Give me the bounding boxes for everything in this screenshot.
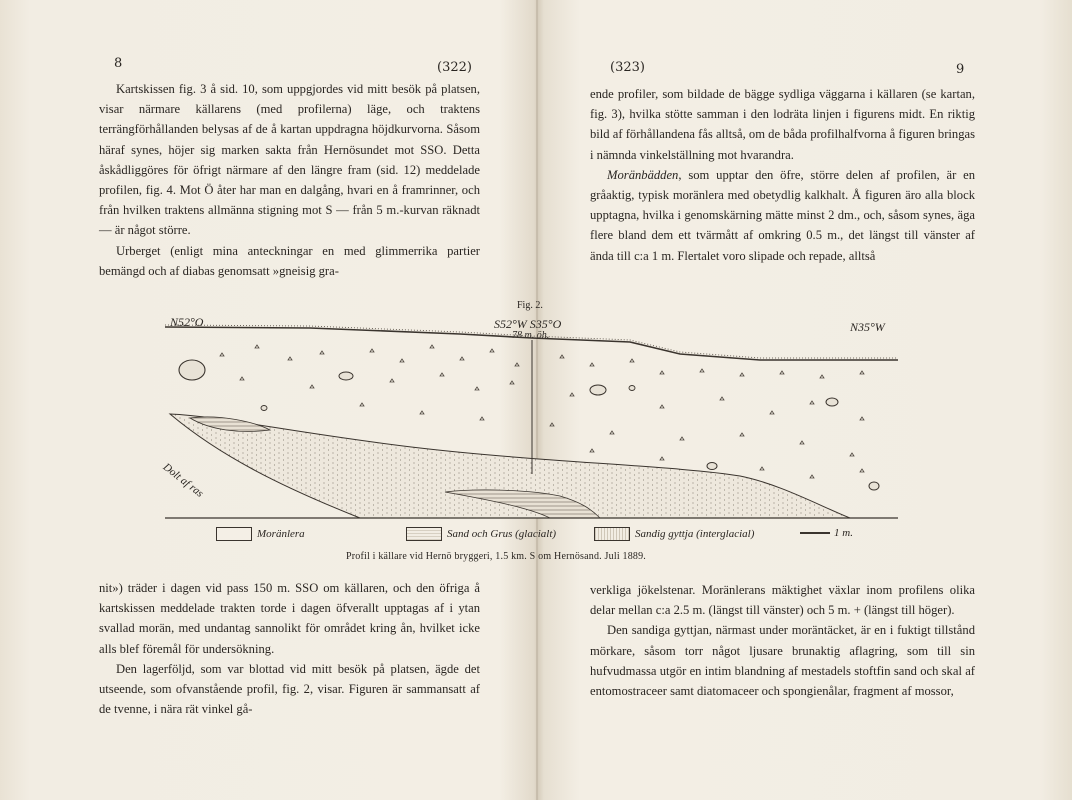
profile-drawing	[160, 296, 910, 526]
boulder	[179, 360, 205, 380]
left-bottom-text	[99, 578, 480, 719]
page-number-left-bracket: (322)	[437, 60, 472, 75]
right-paragraph-4: Den sandiga gyttjan, närmast under moräntäcket, är en i fuktigt tillstånd mörkare, såsom torr något ljusare brunaktig aflagring, som till sin hufvudmassa utgör en intim blandning af mestadels stoftfin sand och skal af entomostraceer samt diatomaceer och spongienålar, fragment af mossor,	[590, 623, 975, 699]
legend-swatch-gyttja	[594, 527, 630, 541]
page-number-right: 9	[956, 62, 965, 77]
left-top-text	[99, 79, 480, 281]
legend-label-scale: 1 m.	[834, 527, 853, 539]
right-paragraph-2-rest: , som upptar den öfre, större delen af profilen, är en gråaktig, typisk moränlera med obetydlig kalkhalt. Å figuren äro alla block upptagna, hvilka i genomskärning mätte minst 2 dm., och, såsom synes, äga flere bland dem ett tvärmått af omkring 0.5 m., det längst till vänster af ända till c:a 1 m. Flertalet voro slipade och repade, alltså	[590, 167, 975, 263]
right-bottom-text	[590, 580, 975, 701]
legend-gyttja	[594, 527, 754, 541]
figure-caption: Profil i källare vid Hernö bryggeri, 1.5 km. S om Hernösand. Juli 1889.	[346, 551, 646, 562]
legend-sand	[406, 527, 556, 541]
direction-label-right: N35°W	[850, 320, 885, 334]
legend-label-gyttja: Sandig gyttja (interglacial)	[635, 528, 755, 540]
profile-figure	[160, 296, 910, 566]
left-paragraph-2: Urberget (enligt mina anteckningar en med glimmerrika partier bemängd och af diabas genomsatt »gneisig gra-	[99, 243, 480, 278]
right-paragraph-2	[590, 165, 975, 266]
page-number-left: 8	[114, 56, 123, 71]
height-label: 78 m. öh.	[512, 330, 550, 341]
boulder	[629, 386, 635, 391]
direction-label-middle: S52°W S35°O	[494, 317, 562, 331]
boulder	[826, 398, 838, 406]
page-number-right-bracket: (323)	[610, 60, 645, 75]
legend-swatch-moranlera	[216, 527, 252, 541]
scale-bar	[800, 532, 830, 534]
legend-label-sand: Sand och Grus (glacialt)	[447, 528, 557, 540]
left-paragraph-1: Kartskissen fig. 3 å sid. 10, som uppgjordes vid mitt besök på platsen, visar närmare källarens (med profilerna) läge, och traktens terrängförhållanden belysas af de å kartan uppdragna höjdkurvorna. Såsom häraf synes, höjer sig marken sakta från Hernösundet mot SSO. Detta åskådliggöres för öfrigt närmare af den längre fram (sid. 12) meddelade profilen, fig. 4. Mot Ö åter har man en dalgång, hvari en å framrinner, och från hvilken traktens allmänna stigning mot S — från 5 m.-kurvan räknadt — är något större.	[99, 82, 480, 238]
moranbadden-term: Moränbädden	[607, 167, 679, 182]
slope-label: Dolt af ras	[160, 461, 206, 500]
boulder	[869, 482, 879, 490]
boulder	[261, 406, 267, 411]
boulder	[707, 463, 717, 470]
right-top-text	[590, 84, 975, 266]
direction-label-left: N52°O	[170, 315, 204, 329]
legend-moranlera	[216, 527, 305, 541]
figure-label: Fig. 2.	[517, 300, 543, 311]
boulder	[590, 385, 606, 395]
legend-scale	[800, 527, 853, 539]
left-paragraph-4: Den lagerföljd, som var blottad vid mitt besök på platsen, ägde det utseende, som ofvanstående profil, fig. 2, visar. Figuren är sammansatt af de tvenne, i nära rät vinkel gå-	[99, 661, 480, 717]
right-paragraph-3: verkliga jökelstenar. Moränlerans mäktighet växlar inom profilens olika delar mellan c:a 2.5 m. (längst till vänster) och 5 m. + (längst till höger).	[590, 583, 975, 618]
legend-label-moranlera: Moränlera	[257, 528, 305, 540]
right-paragraph-1: ende profiler, som bildade de bägge sydliga väggarna i källaren (se kartan, fig. 3), hvilka stötte samman i den lodräta linjen i figurens midt. En riktig bild af förhållandena fås alltså, om de båda profilhalfvorna å figuren bringas i nämnda vinkelställning mot hvarandra.	[590, 87, 975, 162]
legend-swatch-sand	[406, 527, 442, 541]
boulder	[339, 372, 353, 380]
left-paragraph-3: nit») träder i dagen vid pass 150 m. SSO om källaren, och den öfriga å kartskissen meddelade trakten torde i dagen öfverallt upptagas af i ytan svallad morän, med undantag sannolikt för området kring ån, hvilket icke alls blef föremål för undersökning.	[99, 581, 480, 656]
